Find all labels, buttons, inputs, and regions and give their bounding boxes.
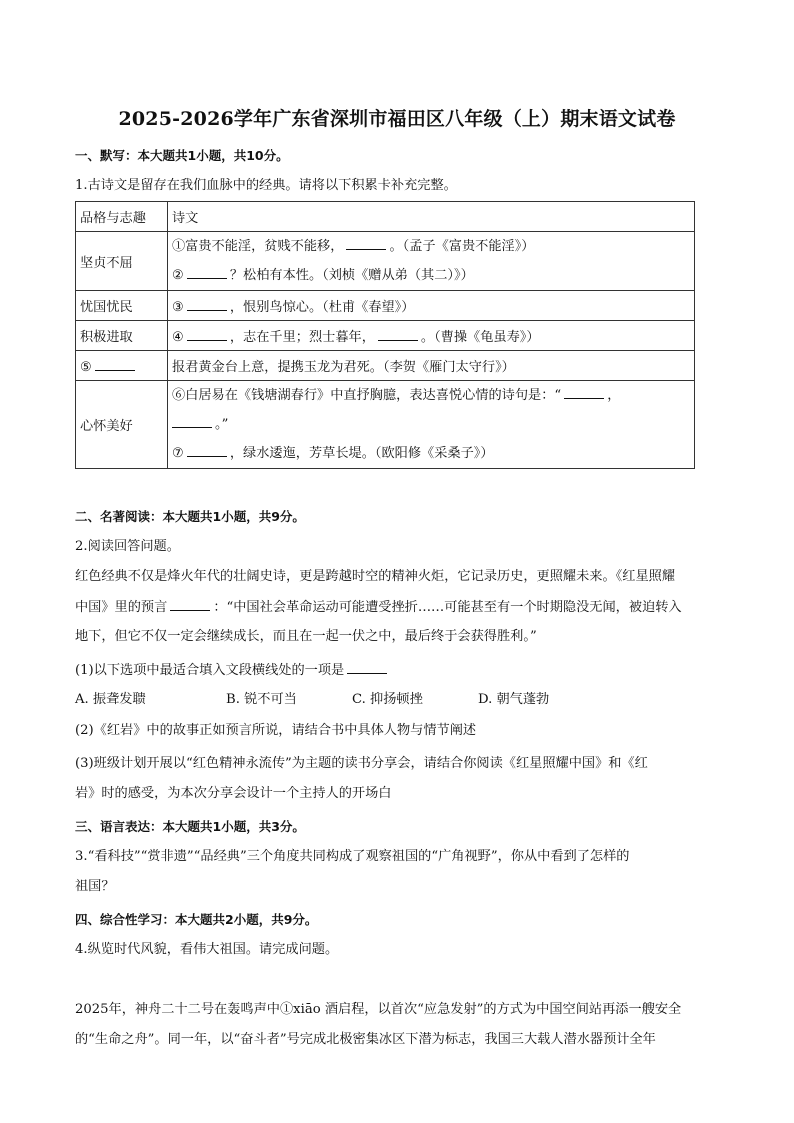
passage-line: 中国》里的预言 ：“中国社会革命运动可能遭受挫折……可能甚至有一个时期隐没无闻，被迫转入 [75, 597, 725, 618]
answer-blank[interactable] [170, 597, 210, 611]
section2-heading: 二、名著阅读：本大题共1小题，共9分。 [75, 509, 305, 524]
row-label: 忧国忧民 [76, 291, 168, 321]
option-b[interactable]: B. 锐不可当 [226, 692, 297, 707]
answer-blank[interactable] [187, 327, 227, 341]
sub-question-1: (1)以下选项中最适合填入文段横线处的一项是 [75, 660, 725, 681]
fill-line: ② ？松柏有本性。（刘桢《赠从弟（其二）》） [172, 261, 690, 290]
row-content [168, 381, 695, 469]
page-title: 2025-2026学年广东省深圳市福田区八年级（上）期末语文试卷 [118, 108, 676, 130]
option-d[interactable]: D. 朝气蓬勃 [478, 692, 550, 707]
row-content: ④ ，志在千里；烈士暮年， 。（曹操《龟虽寿》） [168, 321, 695, 351]
sub-question-2: (2)《红岩》中的故事正如预言所说，请结合书中具体人物与情节阐述 [75, 723, 477, 738]
option-c[interactable]: C. 抑扬顿挫 [352, 692, 423, 707]
answer-blank[interactable] [187, 297, 227, 311]
row-content: 报君黄金台上意，提携玉龙为君死。（李贺《雁门太守行》） [168, 351, 695, 381]
passage-line: 的“生命之舟”。同一年，以“奋斗者”号完成北极密集冰区下潜为标志，我国三大载人潜水器预计全年 [75, 1032, 656, 1047]
section4-heading: 四、综合性学习：本大题共2小题，共9分。 [75, 912, 318, 927]
answer-blank[interactable] [346, 236, 386, 250]
section1-heading: 一、默写：本大题共1小题，共10分。 [75, 148, 289, 163]
fill-line: ⑥白居易在《钱塘湖春行》中直抒胸臆，表达喜悦心情的诗句是：“ ， [172, 381, 690, 410]
row-label: 积极进取 [76, 321, 168, 351]
table-header-row [76, 202, 695, 232]
question-3-cont: 祖国？ [75, 879, 115, 894]
passage-line: 地下，但它不仅一定会继续成长，而且在一起一伏之中，最后终于会获得胜利。” [75, 629, 537, 644]
poetry-card-table [75, 201, 695, 469]
fill-line: 。” [172, 410, 690, 439]
fill-line: ①富贵不能淫，贫贱不能移， 。（孟子《富贵不能淫》） [172, 232, 690, 261]
answer-blank[interactable] [187, 265, 227, 279]
header-cell-trait: 品格与志趣 [76, 202, 168, 232]
row-label: 坚贞不屈 [76, 232, 168, 291]
answer-blank[interactable] [564, 385, 604, 399]
table-row [76, 232, 695, 291]
row-content [168, 232, 695, 291]
answer-blank[interactable] [172, 414, 212, 428]
row-label: ⑤ [76, 351, 168, 381]
table-row [76, 321, 695, 351]
question-3: 3.“看科技”“赏非遗”“品经典”三个角度共同构成了观察祖国的“广角视野”，你从中看到了怎样的 [75, 849, 630, 864]
answer-blank[interactable] [187, 443, 227, 457]
options-row [75, 690, 725, 710]
table-row [76, 291, 695, 321]
option-a[interactable]: A. 振聋发聩 [75, 692, 146, 707]
question-2: 2.阅读回答问题。 [75, 539, 180, 554]
table-row [76, 351, 695, 381]
row-label: 心怀美好 [76, 381, 168, 469]
passage-line: 2025年，神舟二十二号在轰鸣声中①xiāo 酒启程，以首次“应急发射”的方式为中国空间站再添一艘安全 [75, 1002, 682, 1017]
sub-question-3: (3)班级计划开展以“红色精神永流传”为主题的读书分享会，请结合你阅读《红星照耀中国》和《红 [75, 756, 648, 771]
question-4: 4.纵览时代风貌，看伟大祖国。请完成问题。 [75, 942, 339, 957]
sub-question-3-cont: 岩》时的感受，为本次分享会设计一个主持人的开场白 [75, 786, 392, 801]
section3-heading: 三、语言表达：本大题共1小题，共3分。 [75, 819, 305, 834]
question-1: 1.古诗文是留存在我们血脉中的经典。请将以下积累卡补充完整。 [75, 178, 457, 193]
fill-line: ⑦ ，绿水逶迤，芳草长堤。（欧阳修《采桑子》） [172, 439, 690, 468]
table-row [76, 381, 695, 469]
header-cell-poem: 诗文 [168, 202, 695, 232]
answer-blank[interactable] [378, 327, 418, 341]
answer-blank[interactable] [347, 660, 387, 674]
row-content: ③ ，恨别鸟惊心。（杜甫《春望》） [168, 291, 695, 321]
passage-line: 红色经典不仅是烽火年代的壮阔史诗，更是跨越时空的精神火炬，它记录历史，更照耀未来。《红星照耀 [75, 569, 676, 584]
answer-blank[interactable] [95, 357, 135, 371]
